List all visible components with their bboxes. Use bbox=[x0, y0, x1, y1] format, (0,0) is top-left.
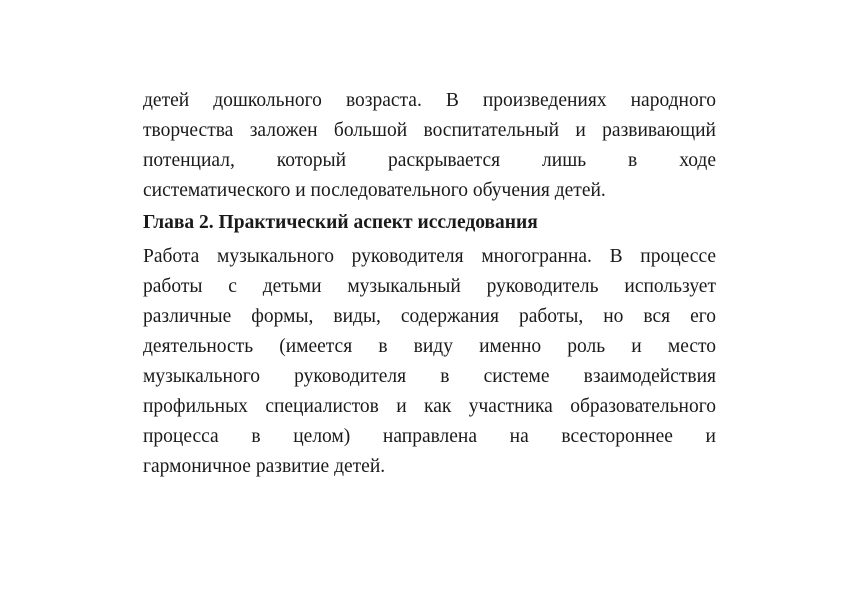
paragraph-line: работы с детьми музыкальный руководитель использует bbox=[143, 276, 716, 297]
paragraph-line: детей дошкольного возраста. В произведениях народного bbox=[143, 90, 716, 111]
paragraph-line: Работа музыкального руководителя многогранна. В процессе bbox=[143, 246, 716, 267]
paragraph-line: профильных специалистов и как участника образовательного bbox=[143, 396, 716, 417]
paragraph-line: деятельность (имеется в виду именно роль и место bbox=[143, 336, 716, 357]
paragraph-line: процесса в целом) направлена на всестороннее и bbox=[143, 426, 716, 447]
paragraph-line: музыкального руководителя в системе взаимодействия bbox=[143, 366, 716, 387]
paragraph-line: различные формы, виды, содержания работы, но вся его bbox=[143, 306, 716, 327]
chapter-heading: Глава 2. Практический аспект исследования bbox=[143, 212, 538, 233]
paragraph-line: потенциал, который раскрывается лишь в ходе bbox=[143, 150, 716, 171]
text-body bbox=[143, 86, 716, 482]
paragraph-2 bbox=[143, 242, 716, 482]
paragraph-line: систематического и последовательного обучения детей. bbox=[143, 180, 606, 201]
paragraph-line: гармоничное развитие детей. bbox=[143, 456, 386, 477]
paragraph-line: творчества заложен большой воспитательный и развивающий bbox=[143, 120, 716, 141]
paragraph-1 bbox=[143, 86, 716, 206]
